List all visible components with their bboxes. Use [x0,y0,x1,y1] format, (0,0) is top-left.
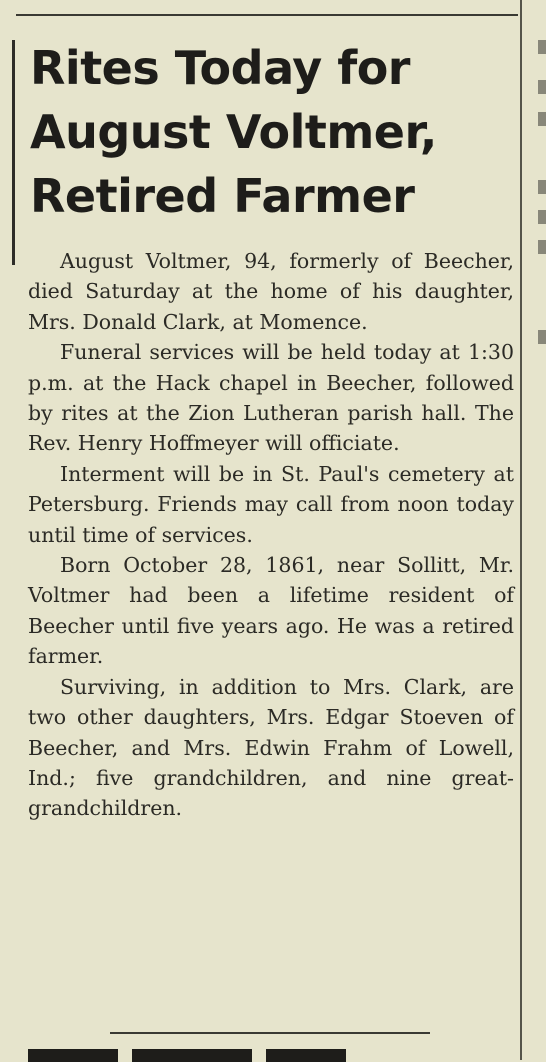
paragraph: Funeral services will be held today at 1:30 p.m. at the Hack chapel in Beecher, followed by rites at the Zion Lutheran parish hall. The Rev. Henry Hoffmeyer will officiate. [28,340,514,456]
paragraph: Born October 28, 1861, near Sollitt, Mr. Voltmer had been a lifetime resident of Beecher until five years ago. He was a retired farmer. [28,553,514,669]
top-rule [16,14,518,16]
article-body [28,246,514,824]
paragraph: Interment will be in St. Paul's cemetery at Petersburg. Friends may call from noon today until time of services. [28,461,514,547]
paragraph: August Voltmer, 94, formerly of Beecher, died Saturday at the home of his daughter, Mrs. Donald Clark, at Momence. [28,249,514,334]
headline: Rites Today for August Voltmer, Retired Farmer [30,41,437,223]
column-rule-right [520,0,522,1060]
article-end-rule [110,1032,430,1034]
adjacent-column-fragment [532,0,546,1060]
paragraph: Surviving, in addition to Mrs. Clark, are two other daughters, Mrs. Edgar Stoeven of Beecher, and Mrs. Edwin Frahm of Lowell, Ind.; five grandchildren, and nine great-grandchildren. [28,674,514,821]
column-rule-left [12,40,15,265]
